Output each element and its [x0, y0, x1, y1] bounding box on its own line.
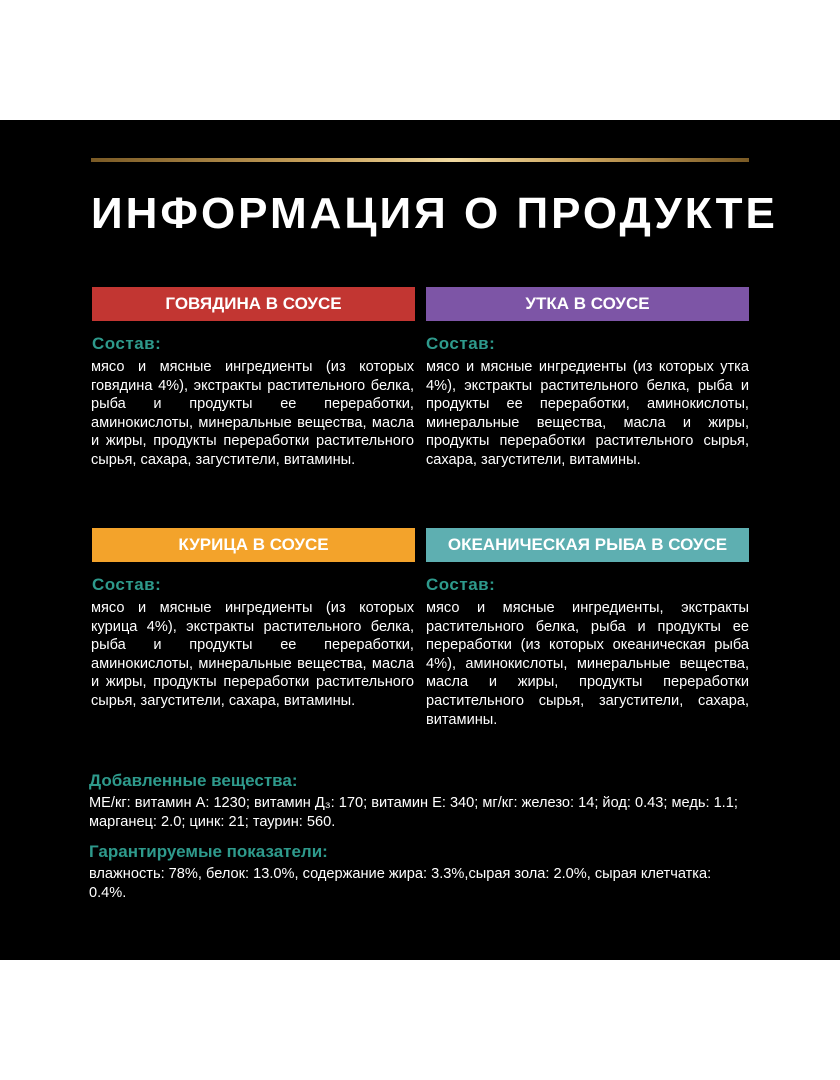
- band-fish-label: ОКЕАНИЧЕСКАЯ РЫБА В СОУСЕ: [447, 535, 728, 554]
- band-fish: [426, 528, 749, 562]
- composition-label-chicken: Состав:: [92, 575, 162, 594]
- band-duck-label: УТКА В СОУСЕ: [525, 294, 650, 313]
- composition-label-fish: Состав:: [426, 575, 496, 594]
- additives-label: Добавленные вещества:: [89, 771, 298, 790]
- page-title: ИНФОРМАЦИЯ О ПРОДУКТЕ: [91, 189, 778, 238]
- composition-text-fish: мясо и мясные ингредиенты, экстракты растительного белка, рыба и продукты ее переработки (из которых океаническая рыба 4%), аминокислоты, минеральные вещества, масла и жиры, продукты переработки растительного сырья, загустители, сахара, витамины.: [426, 600, 749, 728]
- band-chicken: [92, 528, 415, 562]
- composition-text-beef: мясо и мясные ингредиенты (из которых говядина 4%), экстракты растительного белка, рыба и продукты ее переработки, аминокислоты, минеральные вещества, масла и жиры, продукты переработки растительного сырья, сахара, загустители, витамины.: [91, 359, 414, 468]
- composition-text-chicken: мясо и мясные ингредиенты (из которых курица 4%), экстракты растительного белка, рыба и продукты ее переработки, аминокислоты, минеральные вещества, масла и жиры, продукты переработки растительного сырья, загустители, сахара, витамины.: [91, 600, 414, 709]
- composition-label-beef: Состав:: [92, 334, 162, 353]
- product-info-panel: [0, 120, 840, 960]
- additives-text: МЕ/кг: витамин А: 1230; витамин Д₃: 170; витамин Е: 340; мг/кг: железо: 14; йод: 0.43; медь: 1.1; марганец: 2.0; цинк: 21; таурин: 560.: [89, 795, 738, 830]
- gold-divider: [91, 158, 749, 162]
- band-chicken-label: КУРИЦА В СОУСЕ: [178, 535, 329, 554]
- band-beef: [92, 287, 415, 321]
- guaranteed-label: Гарантируемые показатели:: [89, 842, 328, 861]
- guaranteed-text: влажность: 78%, белок: 13.0%, содержание жира: 3.3%,сырая зола: 2.0%, сырая клетчатка: 0.4%.: [89, 866, 712, 901]
- composition-label-duck: Состав:: [426, 334, 496, 353]
- band-beef-label: ГОВЯДИНА В СОУСЕ: [165, 294, 342, 313]
- composition-text-duck: мясо и мясные ингредиенты (из которых утка 4%), экстракты растительного белка, рыба и продукты ее переработки, аминокислоты, минеральные вещества, масла и жиры, продукты переработки растительного сырья, сахара, загустители, витамины.: [426, 359, 749, 468]
- band-duck: [426, 287, 749, 321]
